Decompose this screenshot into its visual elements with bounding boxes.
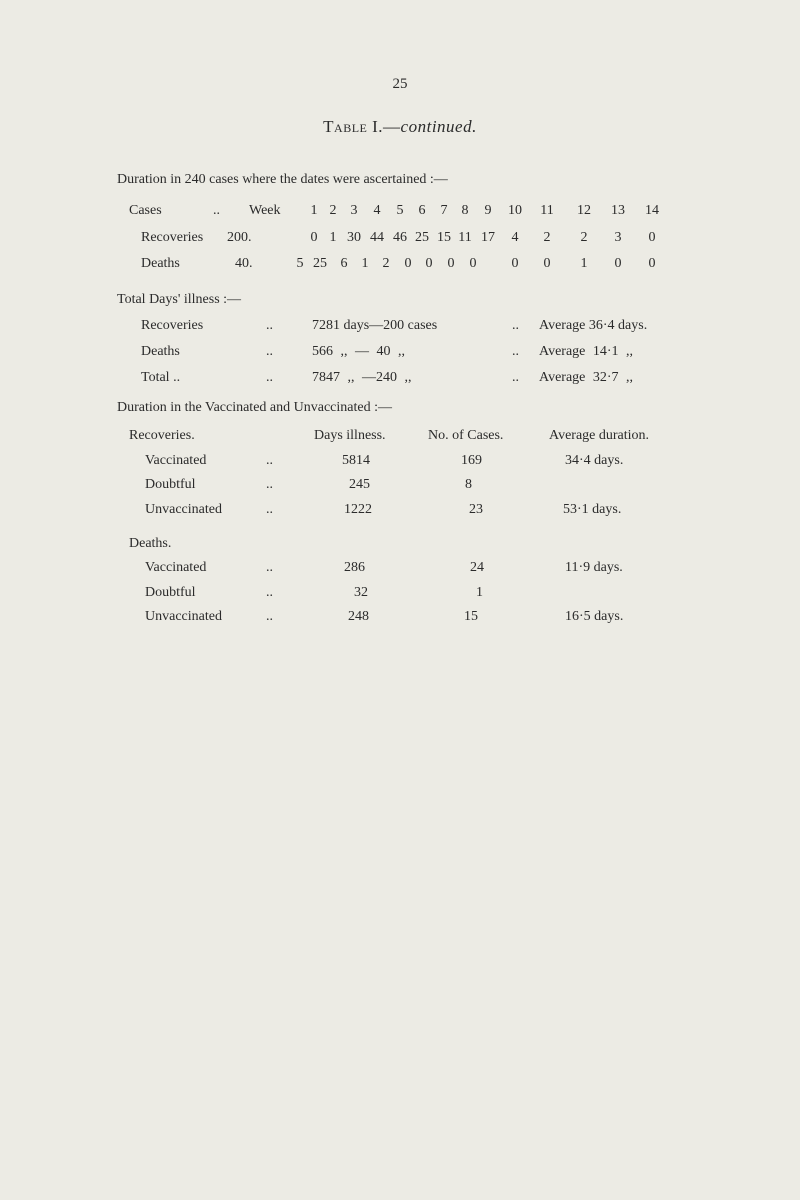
leader-dots: ..	[512, 344, 519, 359]
row-label: Total ..	[141, 370, 181, 385]
deaths-subheading: Deaths.	[129, 536, 172, 551]
leader-dots: ..	[266, 370, 273, 385]
row-total: 200.	[227, 230, 252, 245]
week-number: 14	[645, 203, 659, 218]
week-number: 9	[484, 203, 492, 218]
average: Average 14·1 ,,	[539, 344, 634, 359]
days-illness: 286	[344, 560, 365, 575]
week-value: 15	[437, 230, 451, 245]
week-number: 13	[611, 203, 625, 218]
week-number: 5	[396, 203, 404, 218]
table-title-main: I.—	[367, 117, 401, 136]
days-illness: 1222	[344, 502, 372, 517]
no-of-cases: 23	[469, 502, 483, 517]
week-value: 0	[543, 256, 551, 271]
week-value: 17	[481, 230, 495, 245]
column-header: Average duration.	[549, 428, 650, 443]
days-illness: 248	[348, 609, 369, 624]
row-label: Unvaccinated	[145, 502, 222, 517]
page-number: 25	[392, 76, 408, 92]
week-number: 12	[577, 203, 591, 218]
average: Average 32·7 ,,	[539, 370, 634, 385]
week-number: 2	[329, 203, 337, 218]
week-number: 4	[373, 203, 381, 218]
leader-dots: ..	[266, 585, 273, 600]
week-value: 6	[340, 256, 348, 271]
column-header: No. of Cases.	[428, 428, 504, 443]
week-number: 10	[508, 203, 522, 218]
week-value: 0	[614, 256, 622, 271]
week-value: 0	[425, 256, 433, 271]
average-duration: 16·5 days.	[565, 609, 624, 624]
week-value: 11	[458, 230, 472, 245]
row-label: Vaccinated	[145, 453, 207, 468]
table-title-prefix: Table	[323, 117, 368, 136]
row-label: Recoveries	[141, 318, 204, 333]
week-value: 0	[648, 256, 656, 271]
leader-dots: ..	[266, 344, 273, 359]
week-value: 44	[370, 230, 384, 245]
duration-intro: Duration in 240 cases where the dates were ascertained :—	[117, 172, 448, 187]
no-of-cases: 169	[461, 453, 482, 468]
column-header: Days illness.	[314, 428, 386, 443]
no-of-cases: 24	[470, 560, 484, 575]
week-value: 2	[580, 230, 588, 245]
days-detail: 7281 days—200 cases	[312, 318, 438, 333]
average-duration: 11·9 days.	[565, 560, 623, 575]
leader-dots: ..	[266, 609, 273, 624]
week-value: 3	[614, 230, 622, 245]
days-illness: 245	[349, 477, 370, 492]
week-value: 46	[393, 230, 407, 245]
no-of-cases: 15	[464, 609, 478, 624]
total-days-heading: Total Days' illness :—	[117, 292, 242, 307]
row-label: Vaccinated	[145, 560, 207, 575]
row-label: Doubtful	[145, 477, 196, 492]
no-of-cases: 1	[476, 585, 483, 600]
leader-dots: ..	[512, 370, 519, 385]
week-value: 0	[469, 256, 477, 271]
leader-dots: ..	[266, 318, 273, 333]
average: Average 36·4 days.	[539, 318, 648, 333]
week-value: 0	[447, 256, 455, 271]
week-value: 0	[404, 256, 412, 271]
average-duration: 34·4 days.	[565, 453, 624, 468]
row-label: Deaths	[141, 256, 180, 271]
days-illness: 5814	[342, 453, 370, 468]
row-label: Deaths	[141, 344, 180, 359]
week-number: 11	[540, 203, 554, 218]
row-label: Recoveries	[141, 230, 204, 245]
week-value: 1	[580, 256, 588, 271]
week-value: 1	[329, 230, 337, 245]
week-number: 6	[418, 203, 426, 218]
row-total: 40.	[235, 256, 253, 271]
week-number: 1	[310, 203, 318, 218]
leader-dots: ..	[512, 318, 519, 333]
vaccination-heading: Duration in the Vaccinated and Unvaccinated :—	[117, 400, 392, 415]
week-value: 30	[347, 230, 361, 245]
row-label: Doubtful	[145, 585, 196, 600]
cases-label: Cases	[129, 203, 162, 218]
week-value: 0	[310, 230, 318, 245]
column-header: Recoveries.	[129, 428, 195, 443]
table-title-suffix: continued.	[400, 117, 477, 136]
week-value: 4	[511, 230, 519, 245]
days-detail: 566 ,, — 40 ,,	[312, 344, 405, 359]
week-value: 0	[648, 230, 656, 245]
leader-dots: ..	[266, 560, 273, 575]
no-of-cases: 8	[465, 477, 472, 492]
days-detail: 7847 ,, —240 ,,	[312, 370, 412, 385]
row-label: Unvaccinated	[145, 609, 222, 624]
week-value: 25	[415, 230, 429, 245]
week-number: 8	[461, 203, 469, 218]
week-value: 1	[361, 256, 369, 271]
average-duration: 53·1 days.	[563, 502, 622, 517]
week-label: Week	[249, 203, 281, 218]
week-value: 0	[511, 256, 519, 271]
table-title	[0, 117, 800, 137]
cases-dots: ..	[213, 203, 220, 218]
week-value: 5	[296, 256, 304, 271]
days-illness: 32	[354, 585, 368, 600]
week-number: 7	[440, 203, 448, 218]
week-value: 2	[543, 230, 551, 245]
week-value: 2	[382, 256, 390, 271]
week-value: 25	[313, 256, 327, 271]
leader-dots: ..	[266, 477, 273, 492]
week-number: 3	[350, 203, 358, 218]
leader-dots: ..	[266, 502, 273, 517]
leader-dots: ..	[266, 453, 273, 468]
